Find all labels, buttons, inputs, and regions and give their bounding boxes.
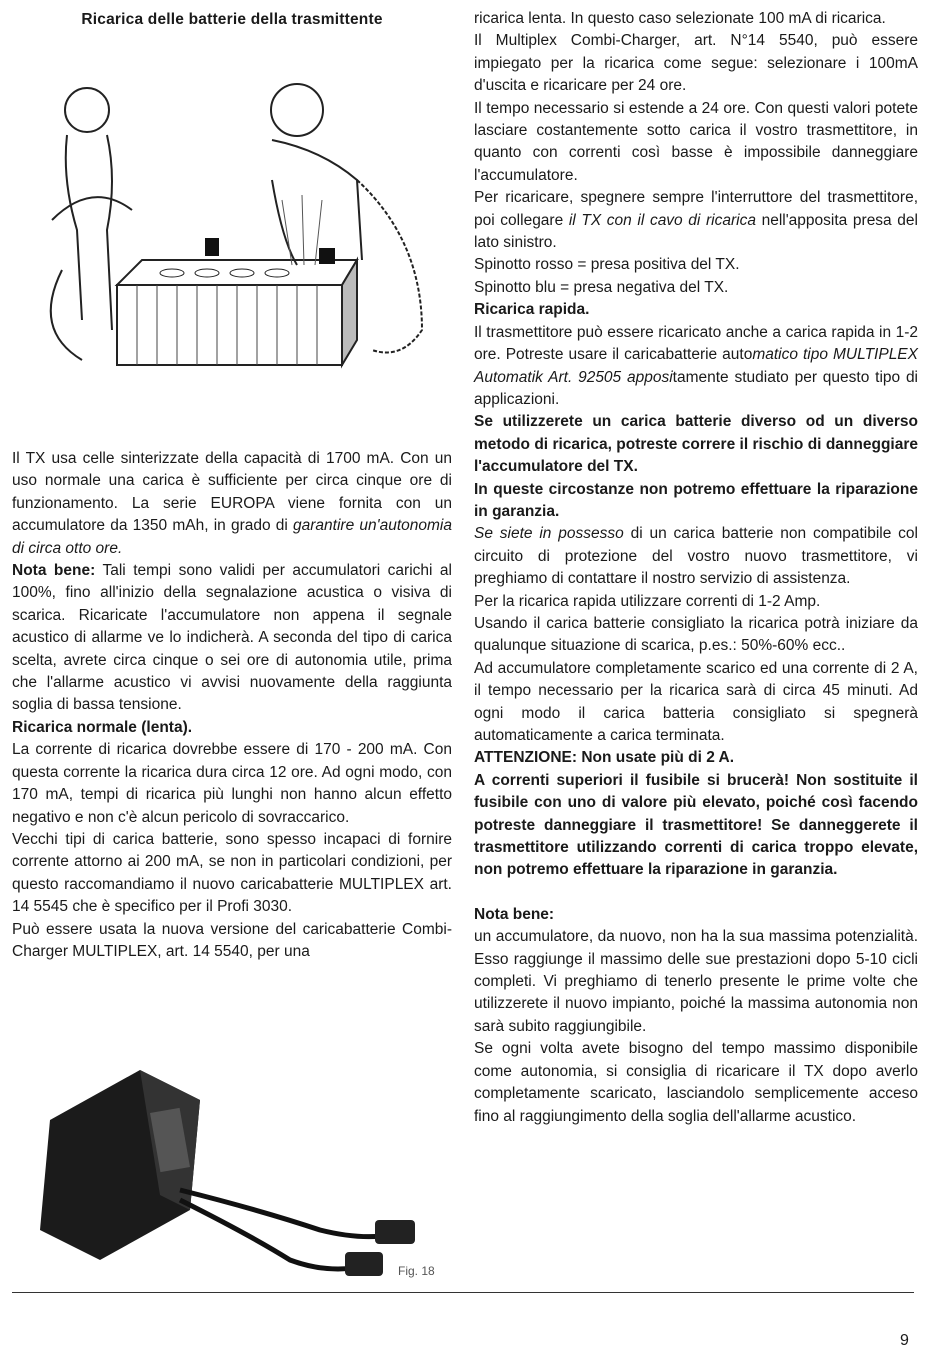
per-text-a: Per ricaricare, spegnere sempre l'interruttore del trasmettitore, poi collegare	[474, 189, 918, 229]
figure-caption: Fig. 18	[398, 1264, 435, 1278]
paragraph-cont: ricarica lenta. In questo caso selezionate 100 mA di ricarica.	[474, 10, 886, 27]
paragraph-puo: Può essere usata la nuova versione del caricabatterie Combi-Charger MULTIPLEX, art. 14 5540, per una	[12, 920, 452, 960]
paragraph-tempo: Il tempo necessario si estende a 24 ore. Con questi valori potete lasciare costantemente sotto carica il vostro trasmettitore, in quanto con correnti così basse è impossibile danneggiare l'accumulatore.	[474, 99, 918, 184]
intro-italic: garantire un'autonomia di circa otto ore.	[12, 517, 452, 557]
nota-text: Tali tempi sono validi per accumulatori carichi al 100%, fino all'inizio della segnalazione acustica o visiva di scarica. Ricaricate l'accumulatore non appena il segnale acustico di allarme ve lo indicherà. A seconda del tipo di carica scelta, avrete circa cinque o sei ore di autonomia utile, prima che l'allarme acustico vi avvisi nuovamente della raggiunta soglia di bassa tensione.	[12, 562, 453, 714]
paragraph-rosso: Spinotto rosso = presa positiva del TX.	[474, 256, 740, 274]
rapida-text-b: tamente studiato per questo tipo di applicazioni.	[474, 368, 919, 408]
se-siete-text: di un carica batterie non compatibile col circuito di protezione del vostro nuovo trasmettitore, vi preghiamo di contattare il nostro servizio di assistenza.	[474, 525, 918, 588]
cartoon-illustration	[22, 70, 462, 375]
paragraph-ad-accumulatore: Ad accumulatore completamente scarico ed una corrente di 2 A, il tempo necessario per la ricarica sarà di circa 45 minuti. Ad ogni modo il carica batteria consigliato si spegnerà automaticamente a carica terminata.	[474, 659, 918, 744]
se-siete-italic: Se siete in possesso	[474, 525, 624, 543]
intro-text: Il TX usa celle sinterizzate della capacità di 1700 mA. Con un uso normale una carica è sufficiente per circa cinque ore di funzionamento. La serie EUROPA viene fornita con un accumulatore da 1350 mAh, in grado di	[12, 450, 452, 535]
right-body-text	[474, 8, 918, 1128]
paragraph-vecchi: Vecchi tipi di carica batterie, sono spesso incapaci di fornire corrente attorno ai 200 mA, se non in particolari condizioni, per questo raccomandiamo il nuovo caricabatterie MULTIPLEX art. 14 5545 che è specifico per il Profi 3030.	[12, 830, 452, 916]
spacer	[474, 882, 918, 904]
warning-attenzione: ATTENZIONE: Non usate più di 2 A.	[474, 749, 735, 767]
paragraph-per-ricaricare	[474, 187, 918, 254]
warning-garanzia: In queste circostanze non potremo effettuare la riparazione in garanzia.	[474, 480, 918, 520]
paragraph-rapida	[474, 322, 918, 412]
paragraph-nota-2: Se ogni volta avete bisogno del tempo massimo disponibile come autonomia, si consiglia di ricaricare il TX dopo averlo completamente scaricato, lasciandolo semplicemente acceso fino al raggiungimento della soglia dell'allarme acustico.	[474, 1040, 918, 1125]
charger-photo	[30, 1060, 430, 1280]
left-body-text	[12, 448, 452, 963]
per-text-italic: il TX con il cavo di ricarica	[568, 211, 756, 229]
rapida-text-italic: matico tipo MULTIPLEX Automatik Art. 92505 apposi	[474, 346, 918, 386]
paragraph-intro	[12, 448, 452, 560]
paragraph-blu: Spinotto blu = presa negativa del TX.	[474, 278, 729, 296]
paragraph-amp: Per la ricarica rapida utilizzare correnti di 1-2 Amp.	[474, 592, 821, 610]
paragraph-normale: La corrente di ricarica dovrebbe essere di 170 - 200 mA. Con questa corrente la ricarica dura circa 12 ore. Ad ogni modo, con 170 mA, tempi di ricarica più lunghi non hanno alcun effetto negativo e non c'è alcun pericolo di sovraccarico.	[12, 741, 452, 826]
rapida-text-a: Il trasmettitore può essere ricaricato anche a carica rapida in 1-2 ore. Potreste usare il caricabatterie auto	[474, 323, 918, 364]
footer-divider	[12, 1292, 914, 1293]
paragraph-combi: Il Multiplex Combi-Charger, art. N°14 5540, può essere impiegato per la ricarica come segue: selezionare i 100mA d'uscita e ricaricare per 24 ore.	[474, 32, 918, 95]
warning-correnti: A correnti superiori il fusibile si brucerà! Non sostituite il fusibile con uno di valore più elevato, poiché così facendo potreste danneggiare il trasmettitore! Se danneggerete il trasmettitore utilizzando correnti di carica troppo elevate, non potremo effettuare la riparazione in garanzia.	[474, 771, 918, 879]
heading-ricarica-normale: Ricarica normale (lenta).	[12, 718, 193, 736]
paragraph-usando: Usando il carica batterie consigliato la ricarica potrà iniziare da qualunque situazione di scarica, p.es.: 50%-60% ecc..	[474, 614, 918, 655]
warning-diverso: Se utilizzerete un carica batterie diverso od un diverso metodo di ricarica, potreste correre il rischio di danneggiare l'accumulatore del TX.	[474, 413, 918, 476]
paragraph-nota	[12, 560, 452, 717]
paragraph-se-siete	[474, 523, 918, 590]
page-number: 9	[900, 1332, 909, 1349]
heading-nota-bene: Nota bene:	[474, 905, 555, 923]
page-title: Ricarica delle batterie della trasmittente	[81, 11, 383, 28]
heading-ricarica-rapida: Ricarica rapida.	[474, 301, 590, 319]
paragraph-nota-1: un accumulatore, da nuovo, non ha la sua massima potenzialità. Esso raggiunge il massimo delle sue prestazioni dopo 5-10 cicli completi. Vi preghiamo di tenerlo presente le prime volte che utilizzerete il nuovo impianto, poiché la massima autonomia non sarà subito raggiungibile.	[474, 928, 918, 1035]
nota-label: Nota bene:	[12, 562, 96, 580]
per-text-b: nell'apposita presa del lato sinistro.	[474, 211, 918, 252]
